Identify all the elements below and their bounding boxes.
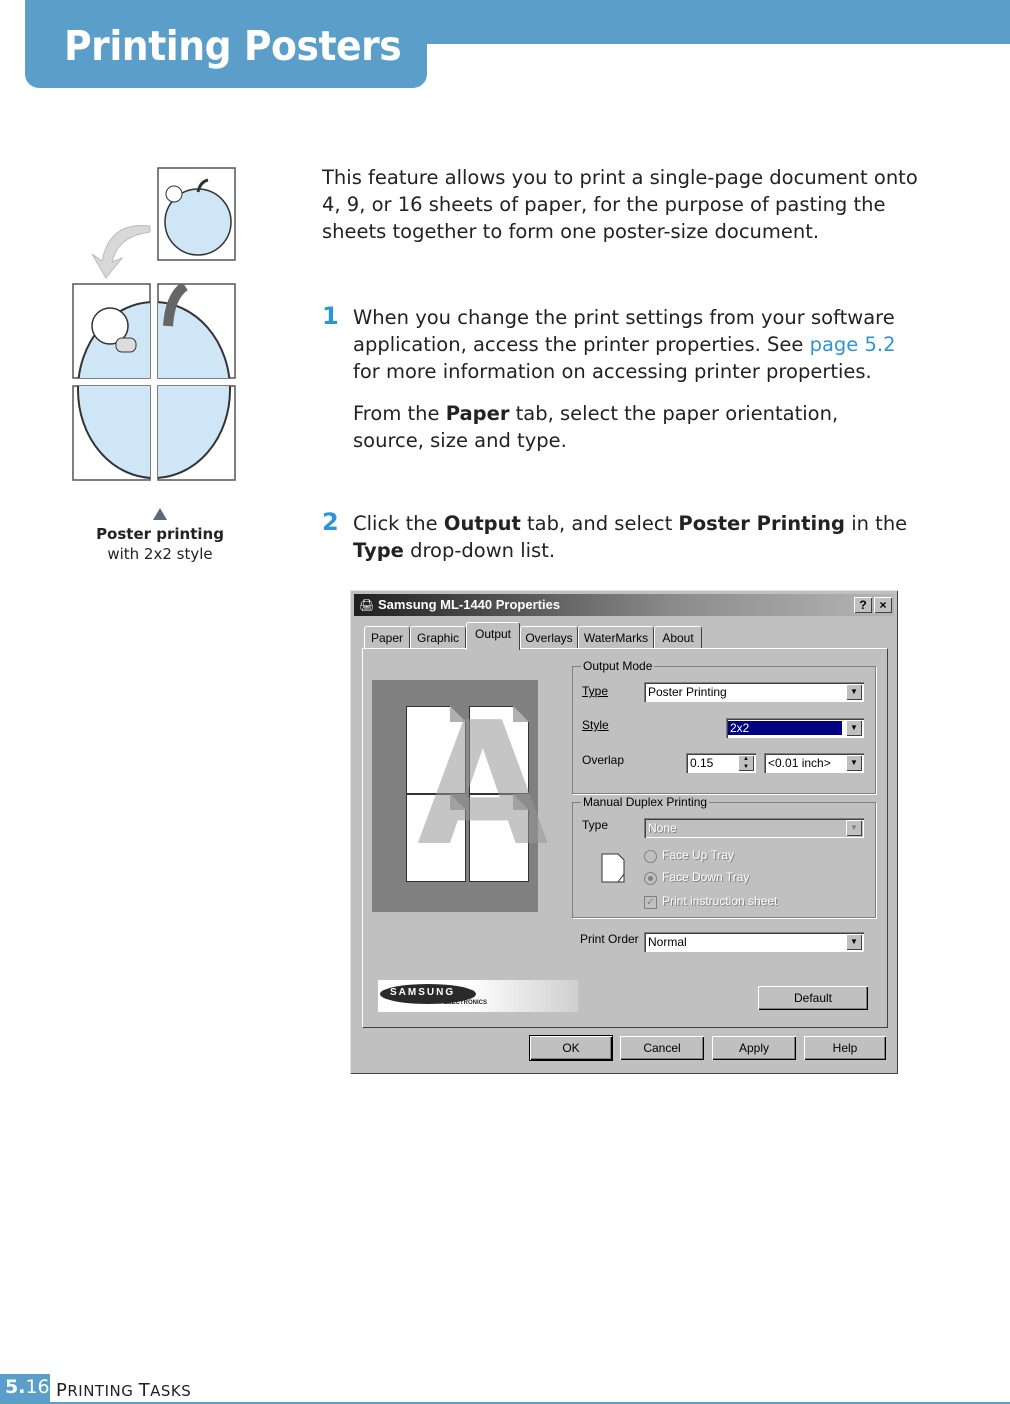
footer-page-number [5, 1376, 50, 1398]
step-1-number: 1 [322, 302, 339, 330]
manual-duplex-label: Manual Duplex Printing [583, 795, 708, 809]
chevron-down-icon[interactable]: ▼ [846, 684, 862, 700]
fs2: RINTING [67, 1382, 139, 1400]
s2d: in the [845, 512, 908, 535]
tab-overlays[interactable]: Overlays [520, 626, 578, 649]
face-down-label: Face Down Tray [662, 870, 750, 884]
step-2-text [353, 510, 913, 564]
chevron-down-icon[interactable]: ▼ [846, 934, 862, 950]
tab-paper[interactable]: Paper [364, 626, 410, 649]
overlap-label: Overlap [582, 753, 625, 767]
close-button[interactable]: × [874, 597, 892, 613]
logo-text: SAMSUNG [390, 987, 456, 998]
fs3: T [138, 1380, 151, 1401]
duplex-type-select[interactable] [644, 818, 864, 838]
dialog-title: Samsung ML-1440 Properties [378, 597, 561, 612]
page-title: Printing Posters [64, 22, 402, 70]
overlap-spinner[interactable] [686, 753, 756, 773]
overlap-unit-value: <0.01 inch> [768, 756, 831, 770]
tab-output[interactable]: Output [466, 622, 520, 650]
output-mode-label: Output Mode [583, 659, 653, 673]
s2e: drop-down list. [403, 539, 556, 562]
type-label: Type [582, 684, 609, 698]
face-down-radio[interactable] [644, 872, 657, 885]
step-1-text [353, 304, 918, 385]
type-value: Poster Printing [648, 685, 727, 699]
s2a: Click the [353, 512, 444, 535]
style-label: Style [582, 718, 609, 732]
s2c: tab, and select [520, 512, 679, 535]
s2b2: Poster Printing [678, 512, 845, 535]
tab-about[interactable]: About [654, 626, 702, 649]
step-1-text-b: for more information on accessing printer properties. [353, 360, 872, 383]
overlap-unit-select[interactable] [764, 753, 864, 773]
style-value: 2x2 [728, 721, 842, 735]
help-title-button[interactable]: ? [854, 597, 872, 613]
chevron-down-icon[interactable]: ▼ [846, 755, 862, 771]
footer-chapter: 5. [5, 1376, 26, 1398]
step-1-p2-b: tab, select the paper orientation, source, size and type. [353, 402, 839, 452]
s2b3: Type [353, 539, 404, 562]
step-1-p2-bold: Paper [445, 402, 510, 425]
step-1-p2-a: From the [353, 402, 446, 425]
properties-dialog [350, 590, 898, 1074]
footer-section [56, 1380, 191, 1401]
help-button[interactable]: Help [804, 1036, 886, 1060]
instruction-label: Print instruction sheet [662, 894, 778, 908]
duplex-type-value: None [648, 821, 677, 835]
print-order-select[interactable] [644, 932, 864, 952]
caption-bold: Poster printing [96, 525, 224, 543]
intro-paragraph: This feature allows you to print a single-page document onto 4, 9, or 16 sheets of paper, for the purpose of pasting the sheets together to form one poster-size document. [322, 166, 918, 243]
triangle-up-icon [153, 508, 167, 520]
logo-sub: ELECTRONICS [444, 1000, 488, 1006]
type-select[interactable] [644, 682, 864, 702]
style-select[interactable] [726, 718, 864, 738]
s2b1: Output [443, 512, 521, 535]
preview-letter: A [417, 686, 549, 884]
poster-preview [372, 680, 549, 912]
spin-arrows-icon[interactable]: ▲ ▼ [738, 755, 754, 771]
fs1: P [56, 1380, 68, 1401]
page-icon [600, 852, 626, 884]
poster-illustration [70, 166, 240, 486]
face-up-label: Face Up Tray [662, 848, 735, 862]
samsung-logo [378, 980, 578, 1012]
illustration-caption [60, 508, 260, 564]
tab-watermarks[interactable]: WaterMarks [578, 626, 654, 649]
print-order-value: Normal [648, 935, 687, 949]
page-link[interactable]: page 5.2 [809, 333, 896, 356]
default-button[interactable]: Default [758, 986, 868, 1010]
apple-poster-icon [70, 166, 240, 486]
step-1-paragraph-2 [353, 400, 913, 454]
step-2-number: 2 [322, 508, 339, 536]
step-1-text-a: When you change the print settings from your software application, access the printer properties. See [353, 306, 895, 356]
printer-icon: 🖨 [359, 598, 375, 612]
dialog-titlebar[interactable] [354, 594, 894, 616]
tab-graphic[interactable]: Graphic [410, 626, 466, 649]
apply-button[interactable]: Apply [712, 1036, 796, 1060]
cancel-button[interactable]: Cancel [620, 1036, 704, 1060]
header-bar [420, 0, 1010, 44]
instruction-checkbox[interactable]: ✓ [644, 896, 657, 909]
chevron-down-icon[interactable]: ▼ [846, 720, 862, 736]
print-order-label: Print Order [580, 932, 639, 946]
chevron-down-icon[interactable]: ▼ [846, 820, 862, 836]
fs4: ASKS [150, 1382, 192, 1400]
footer-page: 16 [25, 1376, 50, 1398]
duplex-type-label: Type [582, 818, 609, 832]
caption-rest: with 2x2 style [107, 545, 213, 563]
overlap-value: 0.15 [690, 756, 714, 770]
face-up-radio[interactable] [644, 850, 657, 863]
ok-button[interactable]: OK [530, 1036, 612, 1060]
